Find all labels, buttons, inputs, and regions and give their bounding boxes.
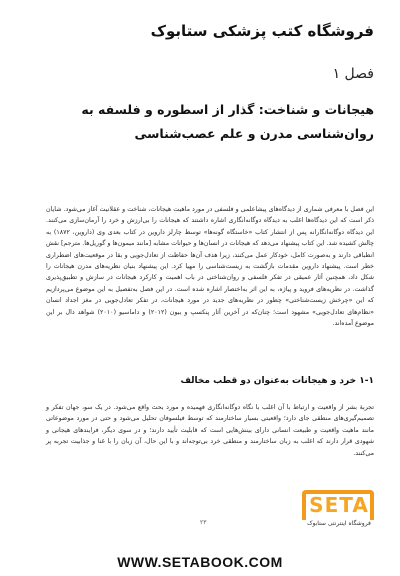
chapter-label: فصل ۱	[332, 66, 374, 82]
setabook-watermark-logo	[296, 490, 382, 540]
page-number: ۲۳	[200, 519, 207, 526]
section-body-paragraph: تجربهٔ بشر از واقعیت و ارتباط با آن اغلب با نگاه دوگانه‌انگاری فهمیده و مورد بحث واقع می‌شود. در یک سو، جهان تفکر و تصمیم‌گیری‌های منطقی جای دارد؛ واقعیتی بسیار ساختارمند که توسط فیلسوفان تحلیل می‌شود و حتی در مورد موضوعاتی مانند ماهیت واقعیت و طبیعت انسانی دارای بینش‌هایی است که قابلیت تأیید دارند؛ و در سوی دیگر، فرایندهای هیجانی و شهودی قرار دارند که اغلب به زبان ساختارمند و منطقی خرد بی‌توجه‌اند و با این حال، آن زبان را با غنا و جذابیت تجربه پر می‌کنند.	[46, 404, 374, 457]
site-url-footer: WWW.SETABOOK.COM	[117, 554, 283, 570]
store-name-header: فروشگاه کتب پزشکی ستابوک	[150, 22, 374, 40]
watermark-logo-text: SETA	[309, 493, 369, 517]
intro-paragraph: این فصل با معرفی شماری از دیدگاه‌های پیشاعلمی و فلسفی در مورد ماهیت هیجانات، شناخت و عقلانیت آغاز می‌شود. شایان ذکر است که این دیدگاه‌ها اغلب به دیدگاه دوگانه‌انگاری اشاره داشتند که هیجانات را بی‌ارزش و خرد را آرمان‌سازی می‌کنند. این دیدگاه دوگانه‌انگارانه پس از انتشار کتاب «خاستگاه گونه‌ها» توسط چارلز داروین در کتاب بعدی وی (داروین، ۱۸۷۲) به چالش کشیده شد. این کتاب پیشنهاد می‌دهد که هیجانات در انسان‌ها و حیوانات مشابه [مانند میمون‌ها و گوریل‌ها. مترجم] نقش انطباقی دارند و به‌صورت کامل، خودکار عمل می‌کنند، زیرا هدف آن‌ها حفاظت از تعادل‌جویی و بقا در موقعیت‌های اضطراری خطر است. پیشنهاد داروین مقدمات بازگشت به زیست‌شناسی را مهیا کرد. این پیشنهاد بنیان نظریه‌های مدرن هیجانات را شکل داد، همچنین آثار عمیقی در تفکر فلسفی و روان‌شناختی در باب اهمیت و کارکرد هیجانات در سازش و تطبیق‌پذیری گذاشت. در نظریه‌های فروید و پیاژه، به‌ این اثر به‌اختصار اشاره شده است. در این فصل به‌تفصیل به این موضوع می‌پردازیم که این «چرخش زیست‌شناختی» چطور در نظریه‌های جدید در مورد هیجانات، در تفکر تعادل‌جویی در مغز اجداد انسان «نظام‌های تعادل‌جویی» مشهود است؛ چنان‌که در آخرین آثار پنکسپ و بیون (۲۰۱۲) و داماسیو (۲۰۱۰) شواهد دال بر این موضوع آمده‌اند.	[46, 206, 375, 328]
section-heading: ۱-۱ خرد و هیجانات به‌عنوان دو قطب مخالف	[180, 376, 374, 386]
chapter-title: هیجانات و شناخت: گذار از اسطوره و فلسفه به روان‌شناسی مدرن و علم عصب‌شناسی	[81, 102, 374, 141]
watermark-tagline: فروشگاه اینترنتی ستابوک	[307, 520, 371, 527]
